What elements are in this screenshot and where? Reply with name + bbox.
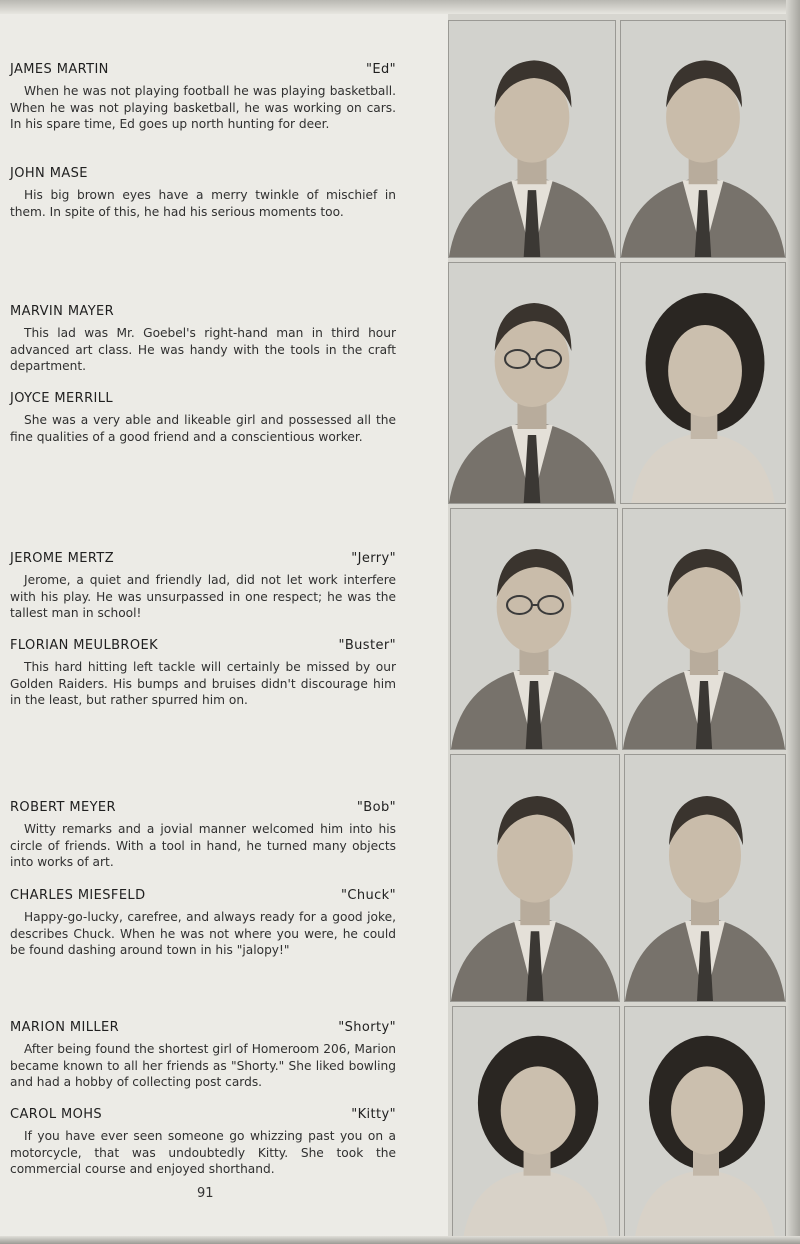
senior-entry [10,1020,396,1091]
senior-entry [10,638,396,709]
portrait-photo [450,508,618,750]
portrait-photo [620,20,786,258]
portrait-image [623,509,785,749]
student-bio: If you have ever seen someone go whizzing past you on a motorcycle, that was undoubtedly Kitty. She took the commercial course and enjoyed shorthand. [10,1129,396,1176]
page-bottom-edge [0,1236,800,1244]
portrait-photo [450,754,620,1002]
senior-entry [10,62,396,133]
portrait-image [451,755,619,1001]
student-name: JOHN MASE [10,166,88,181]
portrait-photo [624,1006,786,1238]
portrait-image [453,1007,619,1237]
text-column [10,0,396,1244]
portrait-photo [452,1006,620,1238]
student-name: JEROME MERTZ [10,551,115,566]
student-name: MARION MILLER [10,1020,120,1035]
senior-entry [10,1107,396,1178]
senior-entry [10,800,396,871]
senior-entry [10,391,396,445]
student-bio: Witty remarks and a jovial manner welcomed him into his circle of friends. With a tool in hand, he turned many objects into works of art. [10,822,396,869]
student-name: ROBERT MEYER [10,800,116,815]
student-nickname: "Bob" [356,800,396,815]
portrait-photo [448,262,616,504]
student-name: MARVIN MAYER [10,304,115,319]
senior-entry [10,888,396,959]
page-right-edge [786,0,800,1244]
senior-entry [10,304,396,375]
portrait-photo [624,754,786,1002]
student-bio: She was a very able and likeable girl and possessed all the fine qualities of a good friend and a conscientious worker. [10,413,396,444]
senior-entry [10,551,396,622]
student-bio: Happy-go-lucky, carefree, and always ready for a good joke, describes Chuck. When he was not where you were, he could be found dashing around town in his "jalopy!" [10,910,396,957]
student-nickname: "Buster" [338,638,396,653]
student-name: JAMES MARTIN [10,62,109,77]
portrait-image [621,263,785,503]
student-nickname: "Ed" [365,62,396,77]
student-bio: This lad was Mr. Goebel's right-hand man in third hour advanced art class. He was handy with the tools in the craft department. [10,326,396,373]
student-name: CHARLES MIESFELD [10,888,146,903]
portrait-image [625,1007,785,1237]
portrait-image [451,509,617,749]
student-bio: When he was not playing football he was playing basketball. When he was not playing basketball, he was working on cars. In his spare time, Ed goes up north hunting for deer. [10,84,396,131]
student-nickname: "Kitty" [351,1107,396,1122]
portrait-grid [448,14,786,1240]
portrait-image [625,755,785,1001]
student-name: JOYCE MERRILL [10,391,114,406]
student-nickname: "Jerry" [351,551,396,566]
portrait-image [449,263,615,503]
student-nickname: "Shorty" [338,1020,396,1035]
student-bio: After being found the shortest girl of Homeroom 206, Marion became known to all her friends as "Shorty." She liked bowling and had a hobby of collecting post cards. [10,1042,396,1089]
portrait-photo [448,20,616,258]
portrait-image [621,21,785,257]
portrait-image [449,21,615,257]
portrait-photo [622,508,786,750]
student-name: CAROL MOHS [10,1107,103,1122]
student-bio: His big brown eyes have a merry twinkle of mischief in them. In spite of this, he had his serious moments too. [10,188,396,219]
student-bio: Jerome, a quiet and friendly lad, did not let work interfere with his play. He was unsurpassed in one respect; he was the tallest man in school! [10,573,396,620]
portrait-photo [620,262,786,504]
senior-entry [10,166,396,220]
student-name: FLORIAN MEULBROEK [10,638,159,653]
page-number: 91 [197,1186,214,1201]
student-nickname: "Chuck" [341,888,396,903]
student-bio: This hard hitting left tackle will certainly be missed by our Golden Raiders. His bumps and bruises didn't discourage him in the least, but rather spurred him on. [10,660,396,707]
